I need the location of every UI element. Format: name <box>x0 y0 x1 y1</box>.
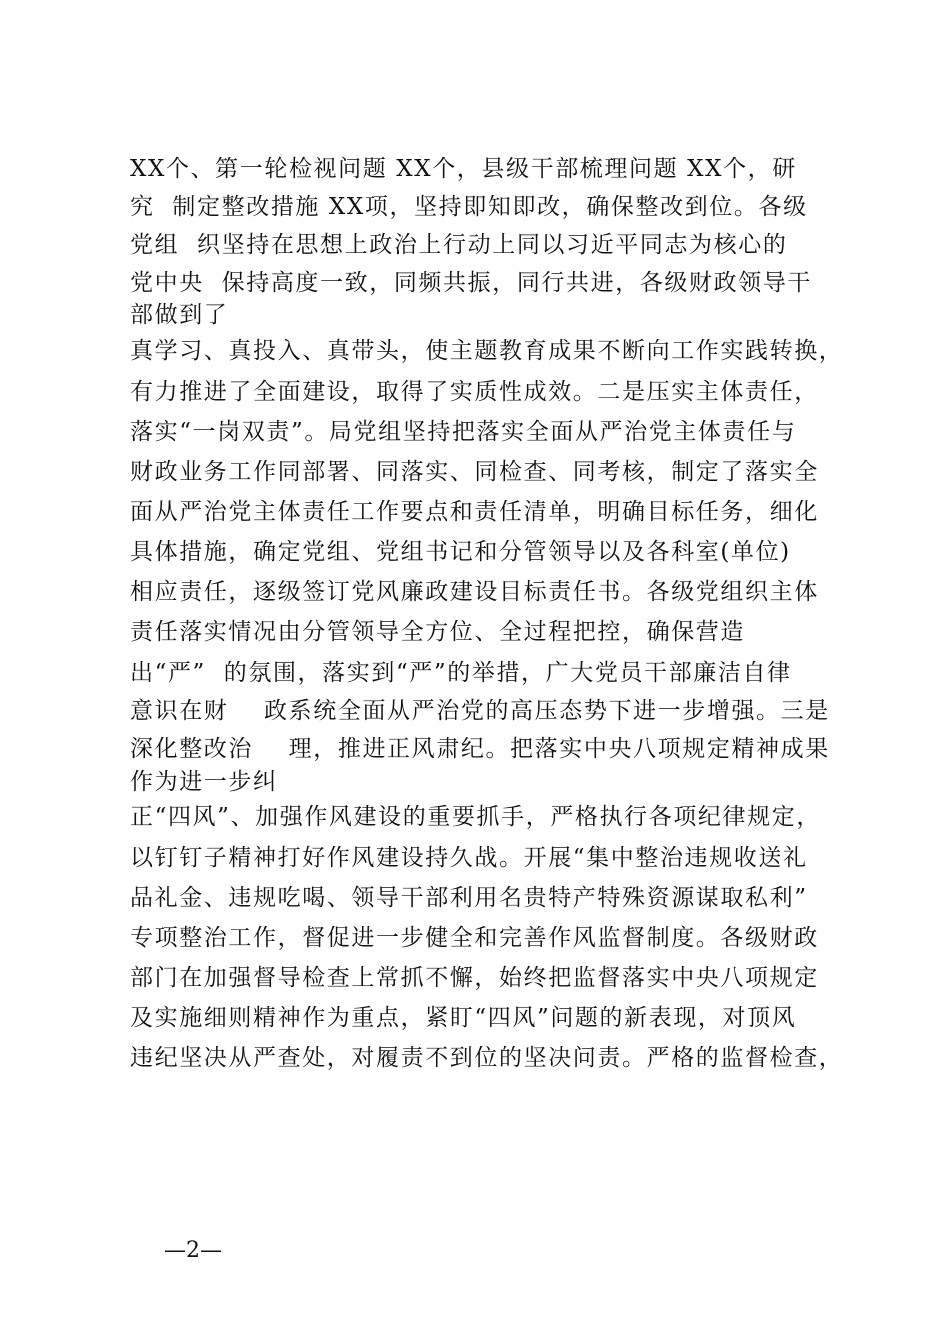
text-line: 深化整改治 理，推进正风肃纪。把落实中央八项规定精神成果 <box>130 736 830 762</box>
text-line: 相应责任，逐级签订党风廉政建设目标责任书。各级党组织主体 <box>130 579 819 605</box>
text-line: 面从严治党主体责任工作要点和责任清单，明确目标任务，细化 <box>130 499 819 525</box>
text-line: 有力推进了全面建设，取得了实质性成效。二是压实主体责任， <box>130 379 819 405</box>
text-line: 意识在财 政系统全面从严治党的高压态势下进一步增强。三是 <box>130 698 830 724</box>
text-line: 究 制定整改措施 XX项，坚持即知即改，确保整改到位。各级 <box>130 194 808 220</box>
text-line: 部做到了 <box>130 302 229 328</box>
text-line: 专项整治工作，督促进一步健全和完善作风监督制度。各级财政 <box>130 925 819 951</box>
text-line: 责任落实情况由分管领导全方位、全过程把控，确保营造 <box>130 619 745 645</box>
text-line: 出“严” 的氛围，落实到“严”的举措，广大党员干部廉洁自律 <box>130 660 792 686</box>
text-line: 落实“一岗双责”。局党组坚持把落实全面从严治党主体责任与 <box>130 419 797 445</box>
text-line: 品礼金、违规吃喝、领导干部利用名贵特产特殊资源谋取私利” <box>130 885 808 911</box>
text-line: 具体措施，确定党组、党组书记和分管领导以及各科室(单位) <box>130 539 791 565</box>
text-line: 违纪坚决从严查处，对履责不到位的坚决问责。严格的监督检查， <box>130 1045 844 1071</box>
text-line: 及实施细则精神作为重点，紧盯“四风”问题的新表现，对顶风 <box>130 1005 797 1031</box>
text-line: 正“四风”、加强作风建设的重要抓手，严格执行各项纪律规定， <box>130 804 821 830</box>
text-line: 真学习、真投入、真带头，使主题教育成果不断向工作实践转换， <box>130 338 844 364</box>
text-line: XX个、第一轮检视问题 XX个，县级干部梳理问题 XX个，研 <box>130 156 797 182</box>
text-line: 部门在加强督导检查上常抓不懈，始终把监督落实中央八项规定 <box>130 965 819 991</box>
body-text <box>130 155 850 1072</box>
text-line: 党组 织坚持在思想上政治上行动上同以习近平同志为核心的 <box>130 232 788 258</box>
text-line: 党中央 保持高度一致，同频共振，同行共进，各级财政领导干 <box>130 270 813 296</box>
page-number: —2— <box>164 1238 222 1263</box>
text-line: 财政业务工作同部署、同落实、同检查、同考核，制定了落实全 <box>130 459 819 485</box>
text-line: 作为进一步纠 <box>130 769 278 795</box>
text-line: 以钉钉子精神打好作风建设持久战。开展“集中整治违规收送礼 <box>130 845 808 871</box>
